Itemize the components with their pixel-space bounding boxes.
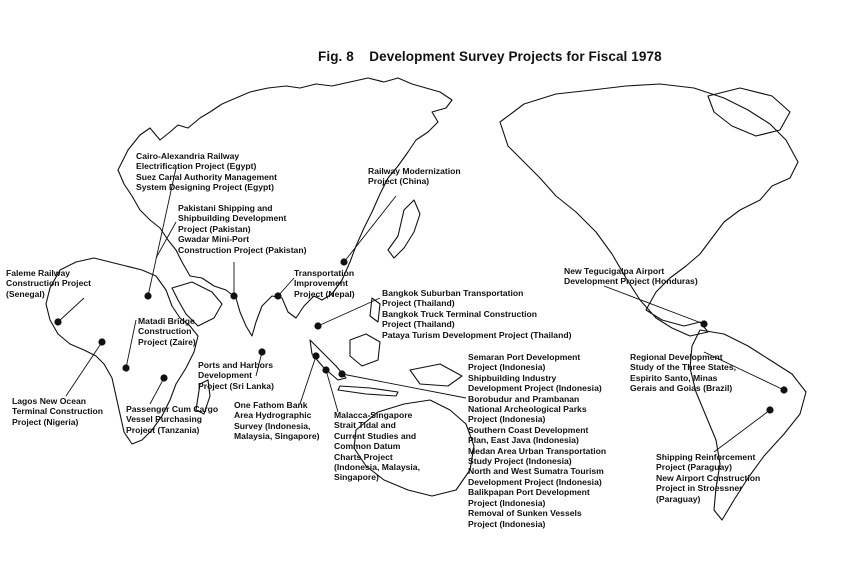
dot-nepal (274, 292, 281, 299)
label-china: Railway Modernization Project (China) (368, 166, 461, 187)
greenland-outline (708, 88, 790, 136)
label-thailand: Bangkok Suburban Transportation Project (Thailand) Bangkok Truck Terminal Construction Project (Thailand) Pataya Turism Development Project (Thailand) (382, 288, 572, 340)
dot-malacca (322, 366, 329, 373)
leader-malacca (326, 370, 338, 412)
dot-zaire (122, 364, 129, 371)
java-outline (338, 386, 398, 396)
label-indonesia: Semaran Port Development Project (Indonesia) Shipbuilding Industry Development Project (Indonesia) Borobudur and Prambanan National Archeological Parks Project (Indonesia) Southern Coast Development Plan, East Java (Indonesia) Medan Area Urban Transportation Study Project (Indonesia) North and West Sumatra Tourism Development Project (Indonesia) Balikpapan Port Development Project (Indonesia) Removal of Sunken Vessels Project (Indonesia) (468, 352, 607, 529)
leader-paraguay (714, 410, 770, 452)
dot-nigeria (98, 338, 105, 345)
leader-fathom (300, 356, 316, 404)
leader-tanzania (150, 378, 164, 404)
dot-china (340, 258, 347, 265)
label-senegal: Faleme Railway Construction Project (Senegal) (6, 268, 91, 299)
label-zaire: Matadi Bridge Construction Project (Zaire) (138, 316, 196, 347)
label-tanzania: Passenger Cum Cargo Vessel Purchasing Project (Tanzania) (126, 404, 219, 435)
dot-srilanka (258, 348, 265, 355)
leader-honduras (604, 286, 704, 324)
dot-brazil (780, 386, 787, 393)
label-cairo-suez: Cairo-Alexandria Railway Electrification Project (Egypt) Suez Canal Authority Management System Designing Project (Egypt) (136, 151, 278, 193)
label-nigeria: Lagos New Ocean Terminal Construction Project (Nigeria) (12, 396, 104, 427)
borneo-outline (350, 334, 380, 366)
leader-china (344, 196, 396, 262)
dot-indonesia (338, 370, 345, 377)
dot-pakistan (230, 292, 237, 299)
new-guinea-outline (410, 364, 462, 386)
leader-senegal (58, 298, 84, 322)
label-brazil: Regional Development Study of the Three States, Espirito Santo, Minas Gerais and Goias (Brazil) (630, 352, 737, 394)
label-honduras: New Tegucigalpa Airport Development Project (Honduras) (564, 266, 698, 287)
dot-senegal (54, 318, 61, 325)
japan-outline (388, 200, 420, 258)
label-pakistan: Pakistani Shipping and Shipbuilding Development Project (Pakistan) Gwadar Mini-Port Construction Project (Pakistan) (178, 203, 307, 255)
dot-paraguay (766, 406, 773, 413)
label-srilanka: Ports and Harbors Development Project (Sri Lanka) (198, 360, 274, 391)
label-malacca: Malacca-Singapore Strait Tidal and Current Studies and Common Datum Charts Project (Indonesia, Malaysia, Singapore) (334, 410, 420, 483)
label-one-fathom: One Fathom Bank Area Hydrographic Survey (Indonesia, Malaysia, Singapore) (234, 400, 320, 442)
figure-title: Fig. 8 Development Survey Projects for Fiscal 1978 (318, 49, 662, 64)
label-nepal: Transportation Improvement Project (Nepal) (294, 268, 355, 299)
dot-tanzania (160, 374, 167, 381)
dot-fathom (312, 352, 319, 359)
dot-cairo (144, 292, 151, 299)
dot-thailand (314, 322, 321, 329)
label-paraguay: Shipping Reinforcement Project (Paraguay) New Airport Construction Project in Stroessner (Paraguay) (656, 452, 761, 504)
dot-honduras (700, 320, 707, 327)
leader-nepal (278, 278, 294, 296)
leader-zaire (126, 320, 136, 368)
